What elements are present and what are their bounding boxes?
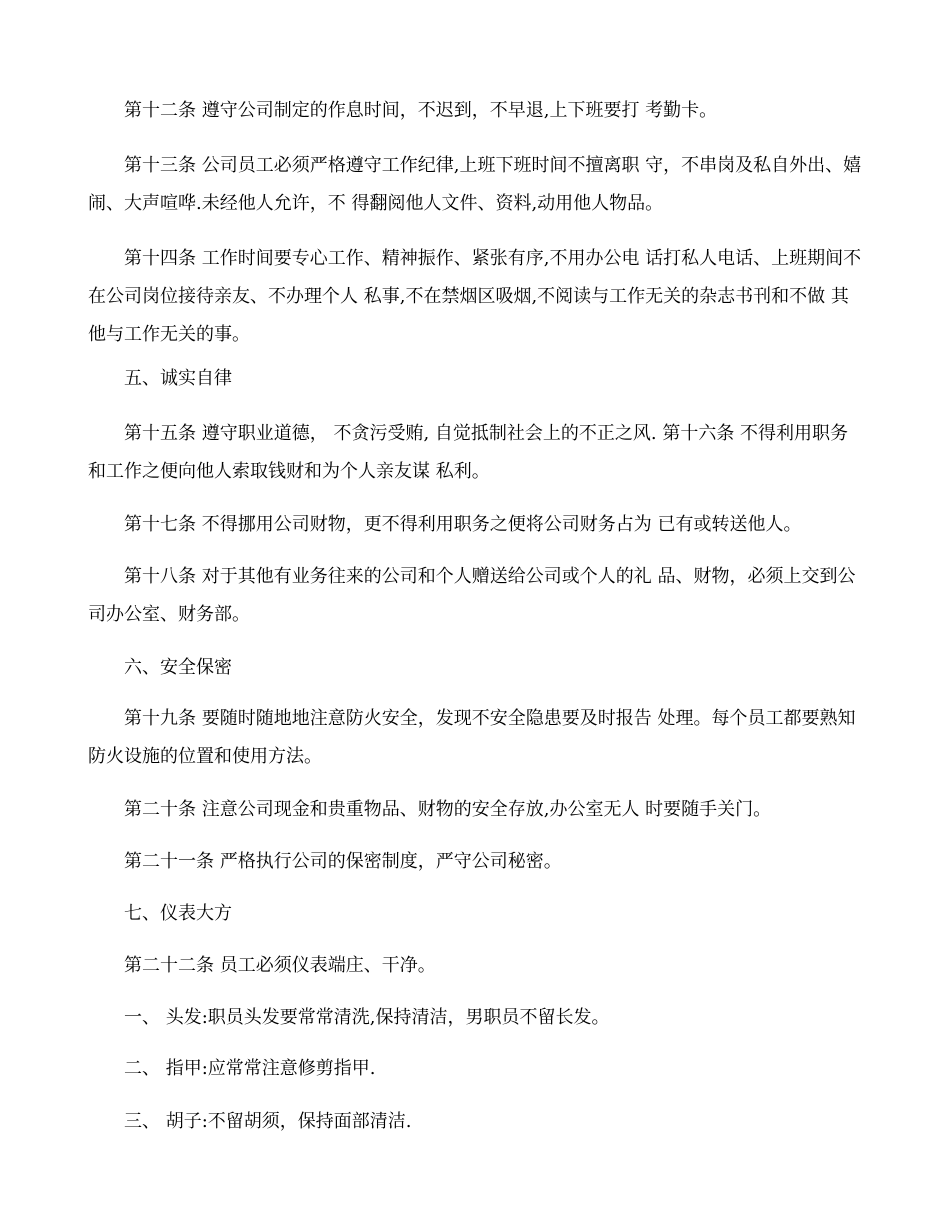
nail-rule-item: 二、 指甲:应常常注意修剪指甲. [124,1058,376,1079]
article-17-paragraph: 第十七条 不得挪用公司财物，更不得利用职务之便将公司财务占为 已有或转送他人。 [124,514,802,535]
section-5-heading: 五、诚实自律 [124,368,232,389]
article-20-paragraph: 第二十条 注意公司现金和贵重物品、财物的安全存放,办公室无人 时要随手关门。 [124,799,772,820]
article-21-paragraph: 第二十一条 严格执行公司的保密制度，严守公司秘密。 [124,851,562,872]
article-14-paragraph: 第十四条 工作时间要专心工作、精神振作、紧张有序,不用办公电 话打私人电话、上班期间不在公司岗位接待亲友、不办理个人 私事,不在禁烟区吸烟,不阅读与工作无关的杂志书刊和不做 其他与工作无关的事。 [88,248,862,345]
section-6-heading: 六、安全保密 [124,657,232,678]
article-18-paragraph: 第十八条 对于其他有业务往来的公司和个人赠送给公司或个人的礼 品、财物，必须上交到公司办公室、财务部。 [88,566,856,625]
beard-rule-item: 三、 胡子:不留胡须，保持面部清洁. [124,1111,412,1132]
article-12-paragraph: 第十二条 遵守公司制定的作息时间，不迟到，不早退,上下班要打 考勤卡。 [124,100,718,121]
article-19-paragraph: 第十九条 要随时随地地注意防火安全，发现不安全隐患要及时报告 处理。每个员工都要熟知防火设施的位置和使用方法。 [88,708,856,767]
article-15-16-paragraph: 第十五条 遵守职业道德， 不贪污受贿, 自觉抵制社会上的不正之风. 第十六条 不得利用职务和工作之便向他人索取钱财和为个人亲友谋 私利。 [88,423,849,482]
hair-rule-item: 一、 头发:职员头发要常常清洗,保持清洁，男职员不留长发。 [124,1007,610,1028]
article-22-paragraph: 第二十二条 员工必须仪表端庄、干净。 [124,955,436,976]
section-7-heading: 七、仪表大方 [124,903,232,924]
article-13-paragraph: 第十三条 公司员工必须严格遵守工作纪律,上班下班时间不擅离职 守，不串岗及私自外出、嬉闹、大声喧哗.未经他人允许，不 得翻阅他人文件、资料,动用他人物品。 [88,155,862,214]
